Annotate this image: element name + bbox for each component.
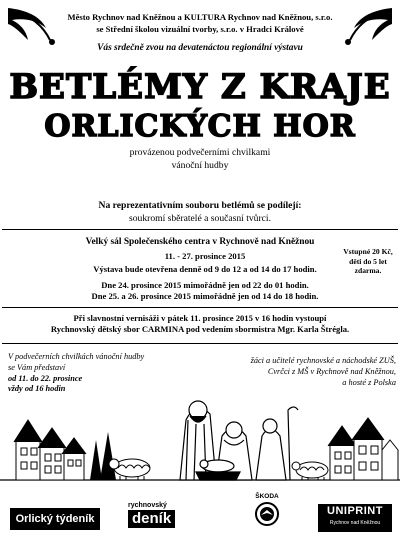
representation [0, 199, 400, 225]
logo-uniprint [318, 504, 392, 532]
logo-uniprint-text: UNIPRINT [327, 505, 383, 517]
representation-line-1: Na reprezentativním souboru betlémů se podílejí: [98, 200, 302, 211]
venue-extra-1: Dne 24. prosince 2015 mimořádně jen od 22 do 01 hodin. [101, 280, 309, 290]
ticket-line-1: Vstupné 20 Kč, [343, 247, 393, 256]
venue-dates: 11. - 27. prosince 2015 [164, 251, 246, 261]
venue-extra-2: Dne 25. a 26. prosince 2015 mimořádně jen od 14 do 18 hodin. [91, 291, 319, 301]
left-houses-icon [14, 420, 86, 480]
sheep-right-icon [292, 462, 328, 480]
organizers [0, 12, 400, 35]
performers-line-1: žáci a učitelé rychnovské a náchodské ZUŠ, [250, 356, 396, 365]
divider-top [2, 229, 398, 230]
subtitle-line-2: vánoční hudby [171, 160, 229, 171]
ticket-line-3: zdarma. [354, 266, 382, 276]
logo-orlicky-tydenik [10, 508, 100, 530]
venue-hours: Výstava bude otevřena denně od 9 do 12 a od 14 do 17 hodin. [93, 264, 317, 274]
music-note-line-2: se Vám představí [8, 362, 66, 372]
logo-rychnovsky-denik [128, 502, 208, 532]
divider-middle [2, 307, 398, 308]
logo-denik-small: rychnovský [128, 502, 167, 509]
logo-skoda [246, 493, 288, 535]
invitation-text: Vás srdečně zvou na devatenáctou regionální výstavu [97, 43, 303, 53]
ticket-line-2: děti do 5 let [349, 256, 387, 266]
representation-line-2: soukromí sběratelé a současní tvůrci. [129, 213, 271, 224]
ticket-price [340, 247, 396, 276]
music-note-line-4: vždy od 16 hodin [8, 384, 66, 394]
vernissage-line-1: Při slavnostní vernisáži v pátek 11. prosince 2015 v 16 hodin vystoupí [73, 313, 327, 323]
right-houses-icon [328, 418, 398, 480]
music-note-line-1: V podvečerních chvilkách vánoční hudby [8, 352, 145, 361]
subtitle-line-1: provázenou podvečerními chvilkami [129, 147, 271, 158]
organizers-line-1: Město Rychnov nad Kněžnou a KULTURA Rychnov nad Kněžnou, s.r.o. [67, 12, 333, 22]
performers-line-3: a hosté z Polska [342, 377, 396, 387]
logo-skoda-text: ŠKODA [255, 493, 279, 500]
vernissage [0, 313, 400, 335]
logo-uniprint-sub: Rychnov nad Kněžnou [329, 520, 381, 526]
vernissage-line-2: Rychnovský dětský sbor CARMINA pod vedením sbormistra Mgr. Karla Štrégla. [50, 324, 350, 334]
subtitle [0, 146, 400, 172]
divider-bottom [2, 343, 398, 344]
title-line-2: ORLICKÝCH HOR [44, 109, 356, 144]
shepherd-icon [256, 407, 298, 480]
holy-family-icon [180, 401, 252, 480]
logo-denik-big: deník [128, 510, 175, 528]
skoda-arrow-icon [254, 501, 280, 527]
trees-left-icon [90, 432, 116, 480]
music-note-line-3: od 11. do 22. prosince [8, 373, 83, 383]
logo-orlicky-text: Orlický týdeník [15, 513, 95, 525]
venue-title: Velký sál Společenského centra v Rychnově nad Kněžnou [85, 237, 315, 247]
organizers-line-2: se Střední školou vizuální tvorby, s.r.o. v Hradci Králové [96, 23, 304, 34]
title-line-1: BETLÉMY Z KRAJE [9, 67, 391, 107]
performers-line-2: Cvrčci z MŠ v Rychnově nad Kněžnou, [267, 366, 396, 376]
